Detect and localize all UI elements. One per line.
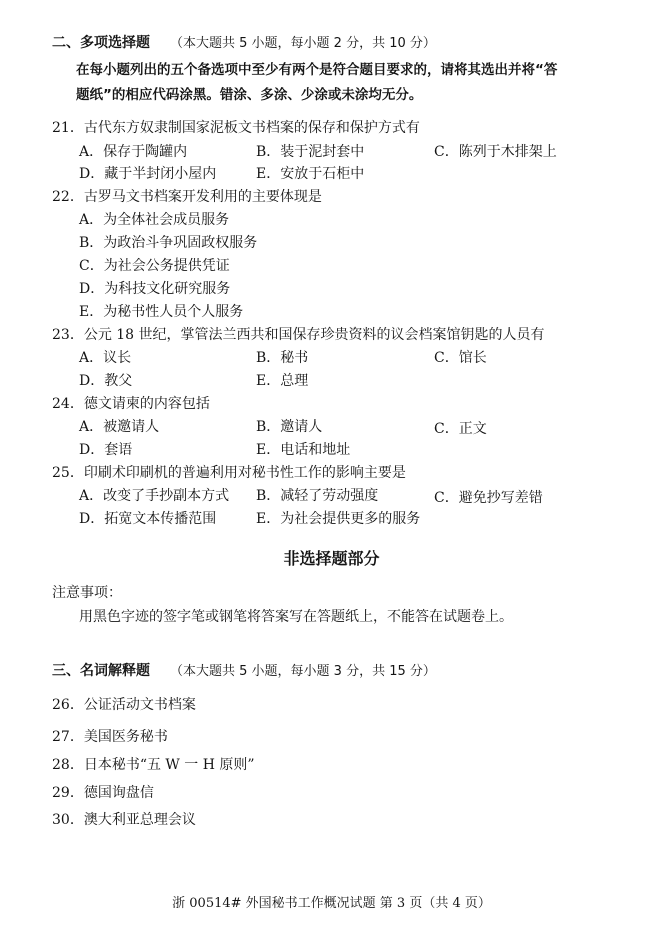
q25-option-e: E．为社会提供更多的服务	[256, 511, 421, 527]
q25-option-a: A．改变了手抄副本方式	[79, 488, 230, 504]
notice-text: 用黑色字迹的签字笔或钢笔将答案写在答题纸上，不能答在试题卷上。	[79, 609, 513, 625]
q21-option-b: B．装于泥封套中	[256, 144, 365, 160]
q24-option-d: D．套语	[79, 442, 133, 458]
q23-option-b: B．秘书	[256, 350, 309, 366]
section-3-title: 三、名词解释题	[52, 663, 150, 679]
section-2-instruction-line1: 在每小题列出的五个备选项中至少有两个是符合题目要求的，请将其选出并将“答	[76, 62, 558, 78]
q22-option-c: C．为社会公务提供凭证	[79, 258, 230, 274]
q22-option-d: D．为科技文化研究服务	[79, 281, 231, 297]
q23-option-c: C．馆长	[434, 350, 487, 366]
q24-option-c: C．正文	[434, 421, 487, 437]
term-29: 29．德国询盘信	[52, 785, 154, 801]
question-25-stem: 25．印刷术印刷机的普遍利用对秘书性工作的影响主要是	[52, 465, 406, 481]
section-2-title: 二、多项选择题	[52, 35, 150, 51]
q24-option-b: B．邀请人	[256, 419, 323, 435]
q21-option-e: E．安放于石柜中	[256, 166, 365, 182]
nonchoice-title: 非选择题部分	[283, 549, 380, 568]
section-2-instruction-line2: 题纸”的相应代码涂黑。错涂、多涂、少涂或未涂均无分。	[76, 87, 423, 103]
term-27: 27．美国医务秘书	[52, 729, 168, 745]
q24-option-a: A．被邀请人	[79, 419, 160, 435]
notice-label: 注意事项：	[52, 585, 122, 601]
question-22-stem: 22．古罗马文书档案开发利用的主要体现是	[52, 189, 322, 205]
q21-option-a: A．保存于陶罐内	[79, 144, 188, 160]
section-2-note: （本大题共 5 小题，每小题 2 分，共 10 分）	[170, 36, 436, 51]
q21-option-c: C．陈列于木排架上	[434, 144, 557, 160]
question-24-stem: 24．德文请柬的内容包括	[52, 396, 210, 412]
question-21-stem: 21．古代东方奴隶制国家泥板文书档案的保存和保护方式有	[52, 120, 420, 136]
q22-option-b: B．为政治斗争巩固政权服务	[79, 235, 258, 251]
q23-option-a: A．议长	[79, 350, 132, 366]
q22-option-a: A．为全体社会成员服务	[79, 212, 230, 228]
q23-option-d: D．教父	[79, 373, 133, 389]
section-3-heading	[52, 662, 436, 681]
q25-option-d: D．拓宽文本传播范围	[79, 511, 217, 527]
q23-option-e: E．总理	[256, 373, 309, 389]
term-30: 30．澳大利亚总理会议	[52, 812, 196, 828]
q21-option-d: D．藏于半封闭小屋内	[79, 166, 217, 182]
section-2-heading	[52, 34, 436, 53]
term-28: 28．日本秘书“五 W 一 H 原则”	[52, 757, 255, 773]
section-3-note: （本大题共 5 小题，每小题 3 分，共 15 分）	[170, 664, 436, 679]
q25-option-b: B．减轻了劳动强度	[256, 488, 379, 504]
term-26: 26．公证活动文书档案	[52, 697, 196, 713]
page-footer: 浙 00514# 外国秘书工作概况试题 第 3 页（共 4 页）	[172, 896, 491, 911]
q25-option-c: C．避免抄写差错	[434, 490, 543, 506]
q22-option-e: E．为秘书性人员个人服务	[79, 304, 244, 320]
question-23-stem: 23．公元 18 世纪，掌管法兰西共和国保存珍贵资料的议会档案馆钥匙的人员有	[52, 327, 545, 343]
q24-option-e: E．电话和地址	[256, 442, 351, 458]
